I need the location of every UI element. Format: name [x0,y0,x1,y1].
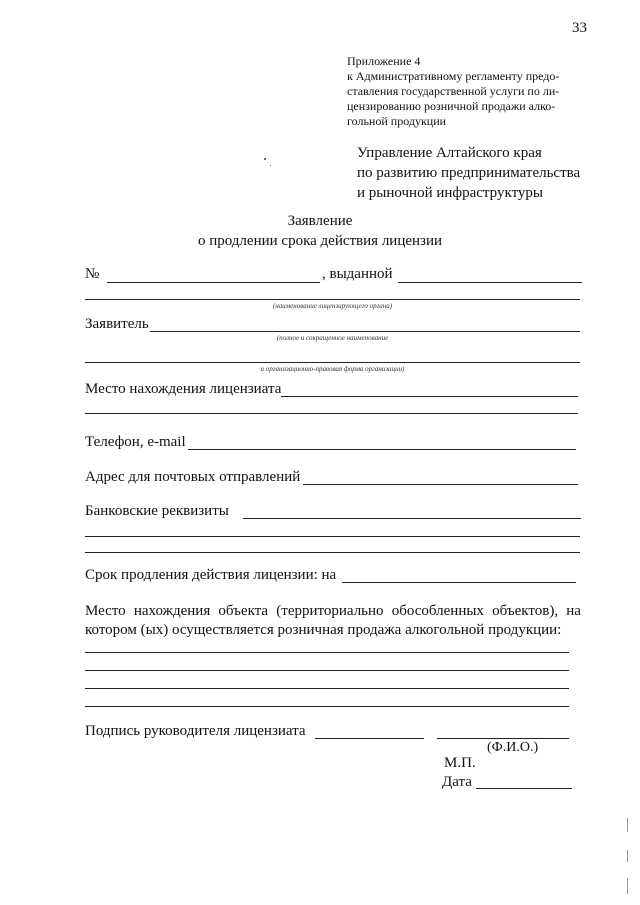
page-number: 33 [572,20,587,36]
postal-address-field[interactable] [303,484,578,485]
fio-caption: (Ф.И.О.) [487,740,539,755]
document-title: Заявление [287,213,353,229]
scan-speck [270,165,271,166]
object-word: объектов), [492,603,559,619]
scan-edge-mark [627,878,628,894]
issuer-name-field[interactable] [85,299,580,300]
appendix-line: цензированию розничной продажи алко- [347,99,556,113]
location-field[interactable] [281,396,578,397]
object-location-field-4[interactable] [85,706,569,707]
phone-email-field[interactable] [188,449,576,450]
stamp-label: М.П. [444,755,476,771]
bank-details-field-2[interactable] [85,536,580,537]
applicant-form-field[interactable] [85,362,580,363]
object-word: нахождения [133,603,211,619]
object-location-field-3[interactable] [85,688,569,689]
license-number-field[interactable] [107,282,320,283]
addressee-line: Управление Алтайского края [357,145,542,161]
bank-details-field-3[interactable] [85,552,580,553]
appendix-line: Приложение 4 [347,54,421,68]
signature-label: Подпись руководителя лицензиата [85,723,306,739]
scan-edge-mark [627,818,628,832]
appendix-note [347,54,585,129]
applicant-caption-1: (полное и сокращенное наименование [276,334,389,342]
applicant-field[interactable] [150,331,580,332]
addressee-line: по развитию предпринимательства [357,165,581,181]
number-label: № [85,266,100,282]
extension-label: Срок продления действия лицензии: на [85,567,337,583]
bank-details-field[interactable] [243,518,581,519]
object-word: объекта [218,603,269,619]
location-field-2[interactable] [85,413,578,414]
full-name-field[interactable] [437,738,569,739]
appendix-line: ставления государственной услуги по ли- [347,84,560,98]
addressee-line: и рыночной инфраструктуры [357,185,543,201]
object-location-label [85,603,581,620]
postal-label: Адрес для почтовых отправлений [85,469,301,485]
document-subtitle: о продлении срока действия лицензии [197,233,443,249]
location-label: Место нахождения лицензиата [85,381,282,397]
object-word: обособленных [391,603,484,619]
object-word: Место [85,603,126,619]
appendix-line: гольной продукции [347,114,447,128]
signature-field[interactable] [315,738,424,739]
addressee [357,143,580,203]
extension-term-field[interactable] [342,582,576,583]
date-field[interactable] [476,788,572,789]
bank-label: Банковские реквизиты [85,503,229,519]
object-location-field-2[interactable] [85,670,569,671]
object-location-label-2: котором (ых) осуществляется розничная продажа алкогольной продукции: [85,622,562,638]
applicant-label: Заявитель [85,316,149,332]
issued-label: , выданной [322,266,393,282]
scan-speck [264,158,266,160]
appendix-line: к Административному регламенту предо- [347,69,560,83]
phone-label: Телефон, e-mail [85,434,186,450]
scan-edge-mark [627,850,628,862]
object-location-field[interactable] [85,652,569,653]
object-word: (территориально [276,603,384,619]
applicant-caption-2: и организационно-правовая форма организации) [260,365,405,373]
object-word: на [566,603,581,619]
issuer-caption: (наименование лицензирующего органа) [272,302,393,310]
date-label: Дата [442,774,472,790]
issued-by-field[interactable] [398,282,582,283]
